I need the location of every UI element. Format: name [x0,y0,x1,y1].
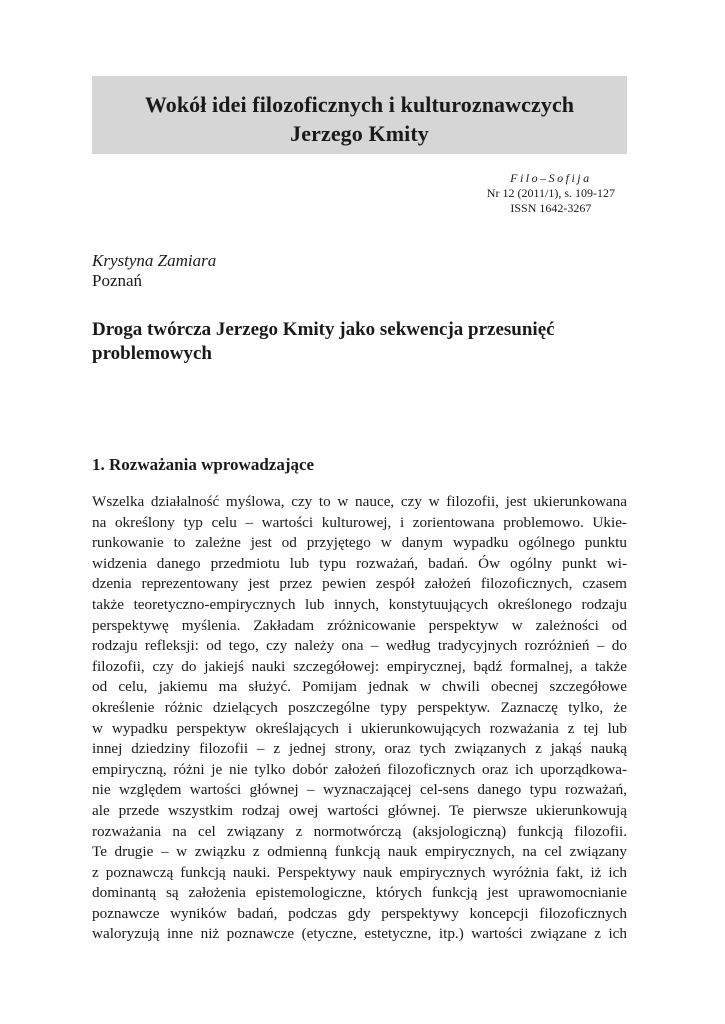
article-title-line-1: Droga twórcza Jerzego Kmity jako sekwencja przesunięć [92,319,555,340]
body-line: waloryzują inne niż poznawcze (etyczne, estetyczne, itp.) wartości związane z ich [92,925,627,943]
body-line: ale przede wszystkim rodzaj owej wartości głównej. Te pierwsze ukierunkowują [92,801,627,819]
body-line: rozważania na cel związany z normotwórczą (aksjologiczną) funkcją filozofii. [92,822,627,840]
body-line: określenie różnic dzielących poszczególne typy perspektyw. Zaznaczę tylko, że [92,698,627,716]
volume-title-banner [92,76,627,154]
body-line: w wypadku perspektyw określających i ukierunkowujących rozważania z tej lub [92,719,627,737]
body-line: poznawcze wyników badań, podczas gdy perspektywy koncepcji filozoficznych [92,904,627,922]
section-heading: 1. Rozważania wprowadzające [92,455,315,474]
body-line: na określony typ celu – wartości kulturowej, i zorientowana problemowo. Ukie- [92,513,627,531]
body-line: widzenia danego przedmiotu lub typu rozważań, badań. Ów ogólny punkt wi- [92,554,627,572]
author-block [92,251,216,291]
body-line: z poznawczą funkcją nauki. Perspektywy nauk empirycznych wyróżnia fakt, iż ich [92,863,627,881]
body-line: dzenia reprezentowany jest przez pewien zespół założeń filozoficznych, czasem [92,575,627,593]
body-line: empiryczną, różni je nie tylko dobór założeń filozoficznych oraz ich uporządkowa- [92,760,627,778]
author-name: Krystyna Zamiara [92,251,217,270]
body-line: runkowanie to zależne jest od przyjętego w danym wypadku ogólnego punktu [92,534,627,552]
volume-title-line-2: Jerzego Kmity [290,121,429,146]
journal-issn: ISSN 1642-3267 [510,201,592,215]
body-line: Te drugie – w związku z odmienną funkcją nauk empirycznych, na cel związany [92,843,627,861]
body-line: rodzaju refleksji: od tego, czy należy ona – według tradycyjnych rozróżnień – do [92,637,627,655]
body-line: filozofii, czy do jakiejś nauki szczegółowej: empirycznej, bądź formalnej, a także [92,657,627,675]
body-line: także teoretyczno-empirycznych lub innych, konstytuujących określonego rodzaju [92,595,627,613]
body-line: innej dziedziny filozofii – z jednej strony, oraz tych związanych z jakąś nauką [92,740,627,758]
journal-name: Filo–Sofija [510,171,592,185]
journal-metadata [487,171,615,216]
body-line: perspektywę myślenia. Zakładam zróżnicowanie perspektyw w zależności od [92,616,627,634]
body-line: nie względem wartości głównej – wyznaczającej cel-sens danego typu rozważań, [92,781,627,799]
article-title-line-2: problemowych [92,343,212,364]
journal-issue: Nr 12 (2011/1), s. 109-127 [486,186,615,200]
body-line: Wszelka działalność myślowa, czy to w nauce, czy w filozofii, jest ukierunkowana [92,493,627,510]
body-line: od celu, jakiemu ma służyć. Pomijam jednak w chwili obecnej szczegółowe [92,678,627,696]
volume-title-line-1: Wokół idei filozoficznych i kulturoznawczych [144,92,575,117]
article-title [92,318,632,366]
author-city: Poznań [92,271,143,290]
body-paragraph [92,492,627,945]
body-line: dominantą są założenia epistemologiczne, których funkcją jest uprawomocnianie [92,884,627,902]
